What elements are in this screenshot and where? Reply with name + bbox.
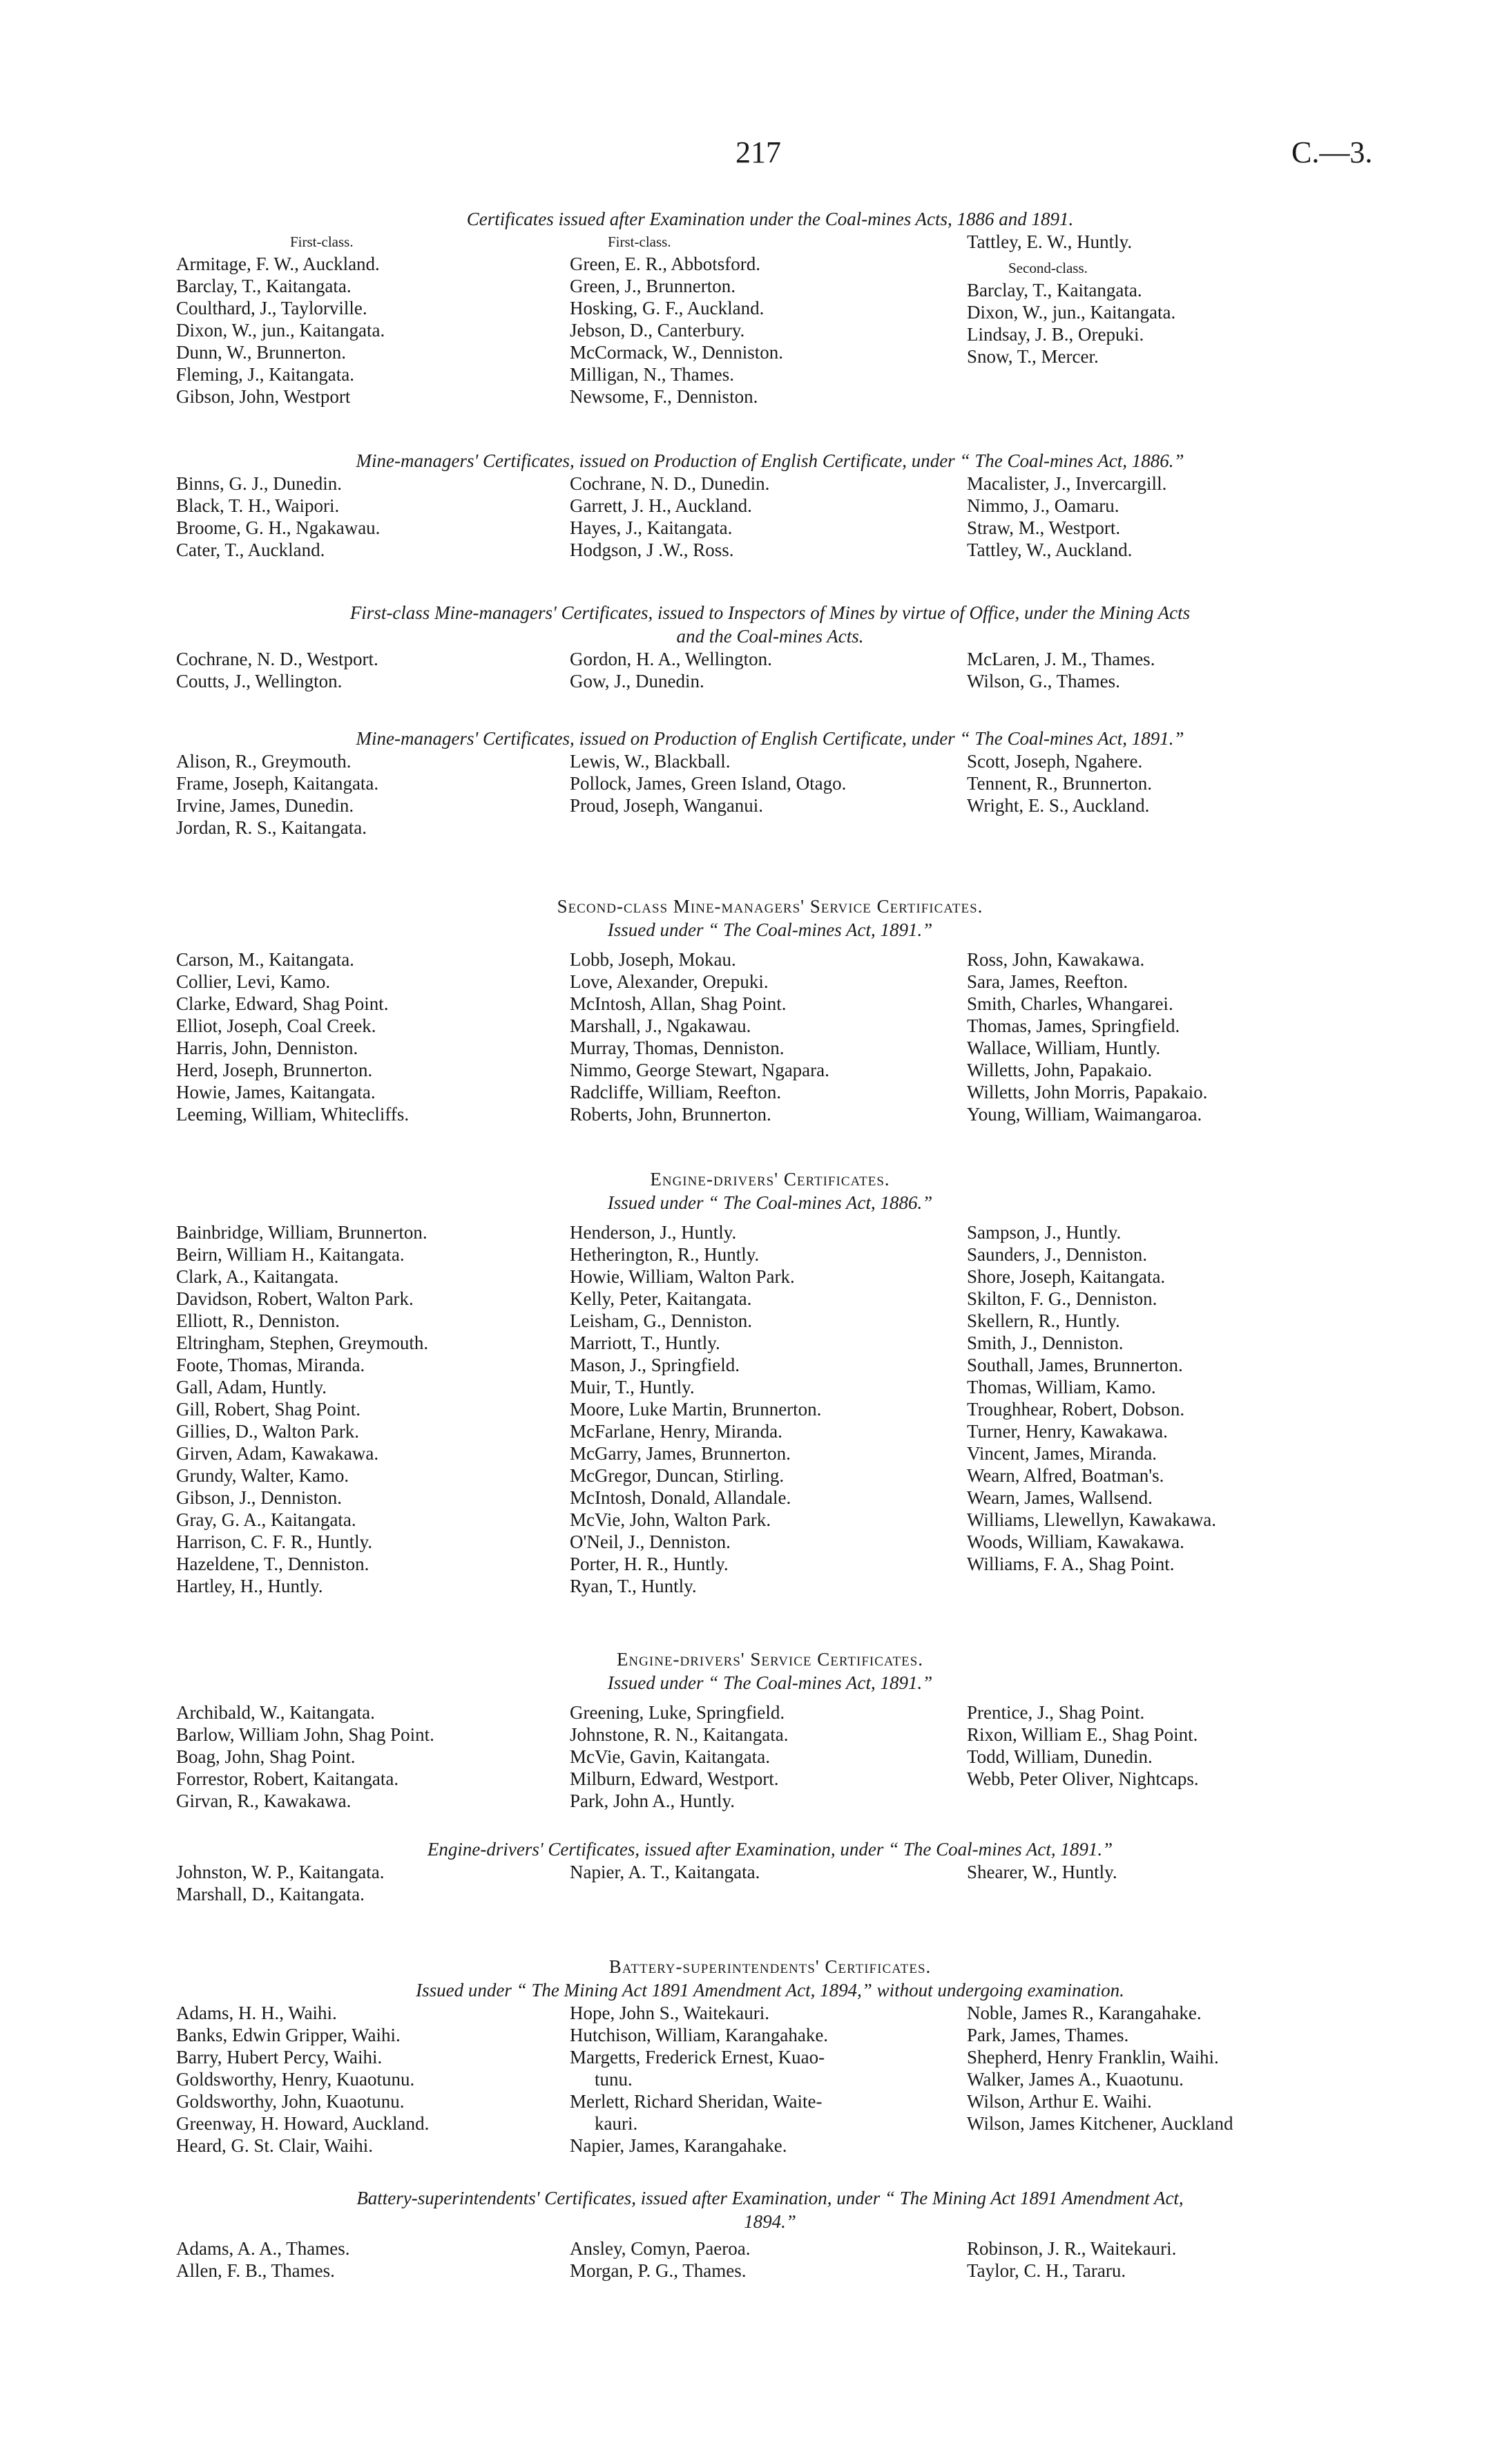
column-3 xyxy=(967,648,1155,692)
list-item: Woods, William, Kawakawa. xyxy=(967,1531,1184,1552)
section-english-cert-1886 xyxy=(176,449,1364,560)
section-heading: Second-class Mine-managers' Service Certificates. xyxy=(557,896,983,917)
list-item: Prentice, J., Shag Point. xyxy=(967,1702,1145,1723)
list-item: Hutchison, William, Karangahake. xyxy=(570,2025,829,2045)
subheading-first-class: First-class. xyxy=(290,233,354,250)
list-item: Park, James, Thames. xyxy=(967,2025,1129,2045)
list-item: Coutts, J., Wellington. xyxy=(176,671,343,691)
list-item: kauri. xyxy=(595,2113,638,2134)
list-item: Davidson, Robert, Walton Park. xyxy=(176,1288,414,1309)
list-item: McVie, Gavin, Kaitangata. xyxy=(570,1746,771,1767)
list-item: Gall, Adam, Huntly. xyxy=(176,1377,327,1397)
list-item: Newsome, F., Denniston. xyxy=(570,386,758,407)
list-item: Ross, John, Kawakawa. xyxy=(967,949,1145,970)
list-item: Napier, A. T., Kaitangata. xyxy=(570,1862,760,1882)
section-heading: Engine-drivers' Certificates. xyxy=(650,1169,890,1190)
list-item: Armitage, F. W., Auckland. xyxy=(176,254,380,274)
list-item: Greenway, H. Howard, Auckland. xyxy=(176,2113,430,2134)
column-3 xyxy=(967,750,1152,816)
page-reference: C.—3. xyxy=(1291,135,1373,169)
list-item: Todd, William, Dunedin. xyxy=(967,1746,1153,1767)
column-1 xyxy=(176,648,378,692)
list-item: Howie, James, Kaitangata. xyxy=(176,1082,376,1102)
list-item: Dixon, W., jun., Kaitangata. xyxy=(176,320,385,341)
list-item: McGregor, Duncan, Stirling. xyxy=(570,1465,785,1486)
list-item: Thomas, William, Kamo. xyxy=(967,1377,1156,1397)
list-item: Harrison, C. F. R., Huntly. xyxy=(176,1531,373,1552)
list-item: Park, John A., Huntly. xyxy=(570,1790,736,1811)
list-item: Goldsworthy, John, Kuaotunu. xyxy=(176,2091,405,2112)
list-item: Marshall, D., Kaitangata. xyxy=(176,1884,365,1904)
list-item: Wearn, James, Wallsend. xyxy=(967,1487,1153,1508)
list-item: Jordan, R. S., Kaitangata. xyxy=(176,817,367,838)
list-item: Green, J., Brunnerton. xyxy=(570,276,736,296)
list-item: Broome, G. H., Ngakawau. xyxy=(176,517,381,538)
list-item: Moore, Luke Martin, Brunnerton. xyxy=(570,1399,822,1420)
list-item: Elliott, R., Denniston. xyxy=(176,1310,340,1331)
list-item: Harris, John, Denniston. xyxy=(176,1038,358,1058)
list-item: Gray, G. A., Kaitangata. xyxy=(176,1509,356,1530)
section-subheading: Issued under “ The Coal-mines Act, 1891.” xyxy=(607,1672,933,1693)
list-item: Tennent, R., Brunnerton. xyxy=(967,773,1153,794)
list-item: Wallace, William, Huntly. xyxy=(967,1038,1161,1058)
list-item: Sampson, J., Huntly. xyxy=(967,1222,1122,1243)
list-item: Skellern, R., Huntly. xyxy=(967,1310,1120,1331)
list-item: Tattley, E. W., Huntly. xyxy=(967,231,1133,252)
column-3 xyxy=(967,1701,1199,1790)
section-coal-mines-exam-certificates xyxy=(176,207,1364,407)
list-item: Gow, J., Dunedin. xyxy=(570,671,704,691)
section-second-class-service xyxy=(176,895,1364,1125)
list-item: Noble, James R., Karangahake. xyxy=(967,2003,1202,2023)
list-item: Collier, Levi, Kamo. xyxy=(176,971,331,992)
list-item: Eltringham, Stephen, Greymouth. xyxy=(176,1333,429,1353)
list-item: Snow, T., Mercer. xyxy=(967,346,1099,367)
list-item: Young, William, Waimangaroa. xyxy=(967,1104,1202,1125)
column-2 xyxy=(570,648,772,692)
list-item: Forrestor, Robert, Kaitangata. xyxy=(176,1768,399,1789)
list-item: Hartley, H., Huntly. xyxy=(176,1576,323,1596)
list-item: Hosking, G. F., Auckland. xyxy=(570,298,765,318)
list-item: Barclay, T., Kaitangata. xyxy=(967,280,1142,300)
list-item: Beirn, William H., Kaitangata. xyxy=(176,1244,405,1265)
list-item: Bainbridge, William, Brunnerton. xyxy=(176,1222,427,1243)
section-engine-drivers-service xyxy=(176,1648,1364,1811)
list-item: Milligan, N., Thames. xyxy=(570,364,734,385)
list-item: Rixon, William E., Shag Point. xyxy=(967,1724,1198,1745)
list-item: Wearn, Alfred, Boatman's. xyxy=(967,1465,1164,1486)
list-item: Archibald, W., Kaitangata. xyxy=(176,1702,375,1723)
list-item: Leisham, G., Denniston. xyxy=(570,1310,752,1331)
list-item: Napier, James, Karangahake. xyxy=(570,2135,787,2156)
column-3 xyxy=(967,948,1207,1125)
list-item: Grundy, Walter, Kamo. xyxy=(176,1465,349,1486)
list-item: Marshall, J., Ngakawau. xyxy=(570,1015,751,1036)
list-item: Alison, R., Greymouth. xyxy=(176,751,352,772)
list-item: McIntosh, Allan, Shag Point. xyxy=(570,993,787,1014)
list-item: Muir, T., Huntly. xyxy=(570,1377,695,1397)
section-heading: Battery-superintendents' Certificates. xyxy=(608,1956,932,1977)
list-item: McGarry, James, Brunnerton. xyxy=(570,1443,791,1464)
list-item: Wilson, Arthur E. Waihi. xyxy=(967,2091,1152,2112)
list-item: Black, T. H., Waipori. xyxy=(176,495,340,516)
list-item: O'Neil, J., Denniston. xyxy=(570,1531,731,1552)
list-item: Skilton, F. G., Denniston. xyxy=(967,1288,1157,1309)
section-title: First-class Mine-managers' Certificates, issued to Inspectors of Mines by virtue of Office, under the Mining Acts and the Coal-mines Acts. xyxy=(349,602,1191,647)
list-item: Lobb, Joseph, Mokau. xyxy=(570,949,736,970)
section-subheading: Issued under “ The Coal-mines Act, 1886.” xyxy=(607,1192,933,1213)
list-item: Binns, G. J., Dunedin. xyxy=(176,473,343,494)
list-item: Lindsay, J. B., Orepuki. xyxy=(967,324,1144,345)
column-2 xyxy=(570,948,829,1125)
list-item: McCormack, W., Denniston. xyxy=(570,342,783,363)
column-1 xyxy=(176,750,378,839)
list-item: Hazeldene, T., Denniston. xyxy=(176,1554,369,1574)
list-item: Wilson, James Kitchener, Auckland xyxy=(967,2113,1233,2134)
list-item: Jebson, D., Canterbury. xyxy=(570,320,745,341)
list-item: Goldsworthy, Henry, Kuaotunu. xyxy=(176,2069,415,2090)
list-item: Herd, Joseph, Brunnerton. xyxy=(176,1060,373,1080)
list-item: Webb, Peter Oliver, Nightcaps. xyxy=(967,1768,1199,1789)
list-item: Girven, Adam, Kawakawa. xyxy=(176,1443,379,1464)
list-item: Garrett, J. H., Auckland. xyxy=(570,495,752,516)
column-3 xyxy=(967,2237,1176,2282)
name-list xyxy=(176,253,385,408)
list-item: Johnstone, R. N., Kaitangata. xyxy=(570,1724,789,1745)
list-item: Adams, A. A., Thames. xyxy=(176,2238,350,2259)
list-item: Pollock, James, Green Island, Otago. xyxy=(570,773,847,794)
list-item: Howie, William, Walton Park. xyxy=(570,1266,795,1287)
list-item: Lewis, W., Blackball. xyxy=(570,751,731,772)
list-item: Milburn, Edward, Westport. xyxy=(570,1768,779,1789)
section-battery-superintendents xyxy=(176,1955,1364,2156)
list-item: Leeming, William, Whitecliffs. xyxy=(176,1104,410,1125)
list-item: Clark, A., Kaitangata. xyxy=(176,1266,339,1287)
column-1 xyxy=(176,948,409,1125)
list-item: Nimmo, George Stewart, Ngapara. xyxy=(570,1060,829,1080)
list-item: Tattley, W., Auckland. xyxy=(967,539,1133,560)
list-item: Greening, Luke, Springfield. xyxy=(570,1702,785,1723)
list-item: Cochrane, N. D., Dunedin. xyxy=(570,473,770,494)
list-item: Frame, Joseph, Kaitangata. xyxy=(176,773,379,794)
list-item: Dunn, W., Brunnerton. xyxy=(176,342,346,363)
column-3 xyxy=(967,2002,1233,2134)
list-item: Hetherington, R., Huntly. xyxy=(570,1244,760,1265)
list-item: Shore, Joseph, Kaitangata. xyxy=(967,1266,1166,1287)
section-engine-drivers-exam-1891 xyxy=(176,1837,1364,1904)
name-list xyxy=(570,253,783,408)
list-item: Morgan, P. G., Thames. xyxy=(570,2260,747,2281)
list-item: Troughhear, Robert, Dobson. xyxy=(967,1399,1185,1420)
list-item: Sara, James, Reefton. xyxy=(967,971,1128,992)
list-item: Wright, E. S., Auckland. xyxy=(967,795,1150,816)
list-item: Allen, F. B., Thames. xyxy=(176,2260,335,2281)
section-title: Mine-managers' Certificates, issued on Production of English Certificate, under “ The Coal-mines Act, 1886.” xyxy=(356,450,1184,471)
column-3 xyxy=(967,1861,1117,1883)
list-item: Margetts, Frederick Ernest, Kuao- xyxy=(570,2047,825,2067)
list-item: Adams, H. H., Waihi. xyxy=(176,2003,337,2023)
section-title: Engine-drivers' Certificates, issued after Examination, under “ The Coal-mines Act, 1891.” xyxy=(427,1839,1113,1860)
list-item: Southall, James, Brunnerton. xyxy=(967,1355,1183,1375)
column-3 xyxy=(967,1221,1216,1575)
list-item: Vincent, James, Miranda. xyxy=(967,1443,1157,1464)
column-2 xyxy=(570,750,846,816)
column-2 xyxy=(570,472,769,561)
column-2 xyxy=(570,2237,750,2282)
list-item: Dixon, W., jun., Kaitangata. xyxy=(967,302,1176,323)
list-item: Roberts, John, Brunnerton. xyxy=(570,1104,771,1125)
section-heading: Engine-drivers' Service Certificates. xyxy=(616,1649,924,1670)
list-item: Smith, Charles, Whangarei. xyxy=(967,993,1173,1014)
column-1 xyxy=(176,231,385,408)
section-title: Certificates issued after Examination under the Coal-mines Acts, 1886 and 1891. xyxy=(466,209,1074,229)
list-item: McIntosh, Donald, Allandale. xyxy=(570,1487,791,1508)
section-battery-superintendents-exam xyxy=(176,2186,1364,2281)
list-item: Willetts, John, Papakaio. xyxy=(967,1060,1153,1080)
list-item: Marriott, T., Huntly. xyxy=(570,1333,720,1353)
list-item: Merlett, Richard Sheridan, Waite- xyxy=(570,2091,823,2112)
list-item: Shearer, W., Huntly. xyxy=(967,1862,1117,1882)
list-item: Shepherd, Henry Franklin, Waihi. xyxy=(967,2047,1219,2067)
list-item: Gibson, John, Westport xyxy=(176,386,351,407)
list-item: Gibson, J., Denniston. xyxy=(176,1487,343,1508)
column-3 xyxy=(967,472,1166,561)
list-item: Coulthard, J., Taylorville. xyxy=(176,298,367,318)
subheading-second-class: Second-class. xyxy=(1008,260,1088,276)
list-item: Banks, Edwin Gripper, Waihi. xyxy=(176,2025,401,2045)
list-item: Foote, Thomas, Miranda. xyxy=(176,1355,365,1375)
list-item: Macalister, J., Invercargill. xyxy=(967,473,1167,494)
list-item: Murray, Thomas, Denniston. xyxy=(570,1038,785,1058)
list-item: Kelly, Peter, Kaitangata. xyxy=(570,1288,752,1309)
list-item: Williams, F. A., Shag Point. xyxy=(967,1554,1175,1574)
list-item: Elliot, Joseph, Coal Creek. xyxy=(176,1015,376,1036)
list-item: Williams, Llewellyn, Kawakawa. xyxy=(967,1509,1217,1530)
list-item: Gill, Robert, Shag Point. xyxy=(176,1399,361,1420)
list-item: Walker, James A., Kuaotunu. xyxy=(967,2069,1184,2090)
list-item: Love, Alexander, Orepuki. xyxy=(570,971,769,992)
list-item: Hodgson, J .W., Ross. xyxy=(570,539,734,560)
column-2 xyxy=(570,1221,821,1597)
list-item: Barlow, William John, Shag Point. xyxy=(176,1724,434,1745)
column-2 xyxy=(570,1861,760,1883)
list-item: Porter, H. R., Huntly. xyxy=(570,1554,729,1574)
section-title: Mine-managers' Certificates, issued on Production of English Certificate, under “ The Coal-mines Act, 1891.” xyxy=(356,728,1184,749)
list-item: Barry, Hubert Percy, Waihi. xyxy=(176,2047,383,2067)
list-item: Fleming, J., Kaitangata. xyxy=(176,364,354,385)
list-item: Scott, Joseph, Ngahere. xyxy=(967,751,1143,772)
column-2 xyxy=(570,1701,788,1812)
section-english-cert-1891 xyxy=(176,727,1364,838)
list-item: Gillies, D., Walton Park. xyxy=(176,1421,360,1442)
list-item: Willetts, John Morris, Papakaio. xyxy=(967,1082,1208,1102)
list-item: Cater, T., Auckland. xyxy=(176,539,325,560)
column-2 xyxy=(570,2002,828,2157)
list-item: Barclay, T., Kaitangata. xyxy=(176,276,352,296)
list-item: Carson, M., Kaitangata. xyxy=(176,949,354,970)
list-item: McVie, John, Walton Park. xyxy=(570,1509,771,1530)
list-item: tunu. xyxy=(595,2069,633,2090)
list-item: Irvine, James, Dunedin. xyxy=(176,795,354,816)
name-list xyxy=(967,279,1175,367)
list-item: Gordon, H. A., Wellington. xyxy=(570,649,772,669)
column-1 xyxy=(176,1221,428,1597)
list-item: Taylor, C. H., Tararu. xyxy=(967,2260,1126,2281)
list-item: Cochrane, N. D., Westport. xyxy=(176,649,378,669)
column-1 xyxy=(176,2237,350,2282)
list-item: Smith, J., Denniston. xyxy=(967,1333,1124,1353)
column-1 xyxy=(176,1861,385,1905)
list-item: Hope, John S., Waitekauri. xyxy=(570,2003,770,2023)
list-item: Mason, J., Springfield. xyxy=(570,1355,740,1375)
column-1 xyxy=(176,1701,434,1812)
column-2 xyxy=(570,231,783,408)
section-title: Battery-superintendents' Certificates, issued after Examination, under “ The Mining Act 1891 Amendment Act, 1894.” xyxy=(356,2188,1184,2232)
list-item: Turner, Henry, Kawakawa. xyxy=(967,1421,1168,1442)
list-item: Boag, John, Shag Point. xyxy=(176,1746,356,1767)
list-item: Hayes, J., Kaitangata. xyxy=(570,517,733,538)
section-inspectors-certificates xyxy=(176,601,1364,691)
list-item: Clarke, Edward, Shag Point. xyxy=(176,993,389,1014)
list-item: Wilson, G., Thames. xyxy=(967,671,1120,691)
list-item: McLaren, J. M., Thames. xyxy=(967,649,1155,669)
column-3 xyxy=(967,231,1175,367)
section-subheading: Issued under “ The Coal-mines Act, 1891.” xyxy=(607,919,933,940)
section-engine-drivers-1886 xyxy=(176,1167,1364,1596)
list-item: Thomas, James, Springfield. xyxy=(967,1015,1180,1036)
list-item: Straw, M., Westport. xyxy=(967,517,1121,538)
section-subheading: Issued under “ The Mining Act 1891 Amendment Act, 1894,” without undergoing examination. xyxy=(416,1980,1124,2000)
list-item: Ryan, T., Huntly. xyxy=(570,1576,697,1596)
list-item: Proud, Joseph, Wanganui. xyxy=(570,795,764,816)
list-item: Girvan, R., Kawakawa. xyxy=(176,1790,352,1811)
page-number: 217 xyxy=(736,135,781,169)
subheading-first-class: First-class. xyxy=(608,233,671,250)
column-1 xyxy=(176,2002,429,2157)
list-item: Radcliffe, William, Reefton. xyxy=(570,1082,782,1102)
list-item: Robinson, J. R., Waitekauri. xyxy=(967,2238,1177,2259)
column-1 xyxy=(176,472,380,561)
list-item: McFarlane, Henry, Miranda. xyxy=(570,1421,782,1442)
list-item: Johnston, W. P., Kaitangata. xyxy=(176,1862,385,1882)
list-item: Nimmo, J., Oamaru. xyxy=(967,495,1119,516)
list-item: Green, E. R., Abbotsford. xyxy=(570,254,760,274)
list-item: Heard, G. St. Clair, Waihi. xyxy=(176,2135,373,2156)
list-item: Saunders, J., Denniston. xyxy=(967,1244,1147,1265)
list-item: Henderson, J., Huntly. xyxy=(570,1222,737,1243)
list-item: Ansley, Comyn, Paeroa. xyxy=(570,2238,751,2259)
